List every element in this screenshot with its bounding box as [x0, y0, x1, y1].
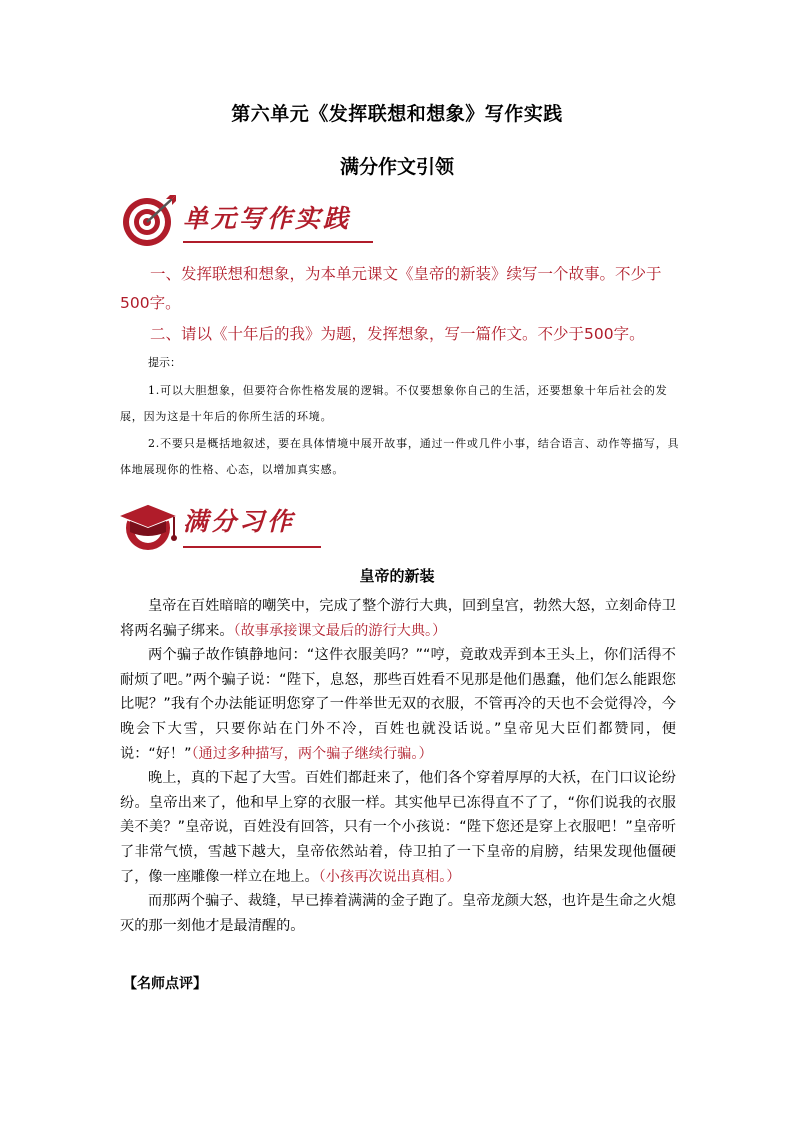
banner-model-label: 满分习作 — [183, 507, 296, 536]
essay-paragraph — [120, 766, 676, 889]
paragraph-note: （故事承接课文最后的游行大典。） — [233, 622, 447, 639]
section-banner-practice — [120, 193, 380, 249]
task-2: 二、请以《十年后的我》为题，发挥想象，写一篇作文。不少于500字。 — [150, 325, 645, 343]
teacher-comment-label: 【名师点评】 — [123, 976, 207, 992]
tip-2: 2.不要只是概括地叙述，要在具体情境中展开故事，通过一件或几件小事，结合语言、动作等描写，具体地展现你的性格、心态，以增加真实感。 — [120, 437, 680, 476]
page-subtitle: 满分作文引领 — [339, 156, 454, 178]
tip-1: 1.可以大胆想象，但要符合你性格发展的逻辑。不仅要想象你自己的生活，还要想象十年后社会的发展，因为这是十年后的你所生活的环境。 — [120, 384, 668, 423]
banner-practice-label: 单元写作实践 — [183, 204, 352, 233]
target-icon — [120, 193, 180, 249]
paragraph-text: 而那两个骗子、裁缝，早已捧着满满的金子跑了。皇帝龙颜大怒，也许是生命之火熄灭的那一刻他才是最清醒的。 — [120, 893, 676, 934]
paragraph-text: 晚上，真的下起了大雪。百姓们都赶来了，他们各个穿着厚厚的大袄，在门口议论纷纷。皇帝出来了，他和早上穿的衣服一样。其实他早已冻得直不了了，“你们说我的衣服美不美？”皇帝说，百姓没有回答，只有一个小孩说：“陛下您还是穿上衣服吧！”皇帝听了非常气愤，雪越下越大，皇帝依然站着，侍卫拍了一下皇帝的肩膀，结果发现他僵硬了，像一座雕像一样立在地上。 — [120, 770, 676, 885]
paragraph-note: （通过多种描写，两个骗子继续行骗。） — [191, 745, 433, 762]
section-banner-model — [120, 496, 330, 552]
essay-title: 皇帝的新装 — [359, 567, 435, 585]
tips-label: 提示： — [148, 356, 181, 369]
essay-body — [120, 594, 676, 938]
essay-paragraph — [120, 889, 676, 938]
essay-paragraph — [120, 594, 676, 643]
paragraph-text: 皇帝在百姓暗暗的嘲笑中，完成了整个游行大典，回到皇宫，勃然大怒，立刻命侍卫将两名骗子绑来。 — [120, 598, 676, 639]
paragraph-note: （小孩再次说出真相。） — [318, 868, 461, 885]
essay-paragraph — [120, 643, 676, 766]
task-1: 一、发挥联想和想象，为本单元课文《皇帝的新装》续写一个故事。不少于500字。 — [120, 265, 662, 312]
page-title: 第六单元《发挥联想和想象》写作实践 — [231, 103, 563, 125]
banner-underline — [183, 241, 373, 243]
graduation-cap-icon — [116, 496, 180, 552]
paragraph-text: 两个骗子故作镇静地问：“这件衣服美吗？”“哼，竟敢戏弄到本王头上，你们活得不耐烦了吧。”两个骗子说：“陛下，息怒，那些百姓看不见那是他们愚蠢，他们怎么能跟您比呢？”我有个办法能证明您穿了一件举世无双的衣服，不管再冷的天也不会觉得冷，今晚会下大雪，只要你站在门外不冷，百姓也就没话说。”皇帝见大臣们都赞同，便说：“好！” — [120, 647, 676, 762]
banner-underline — [183, 546, 321, 548]
